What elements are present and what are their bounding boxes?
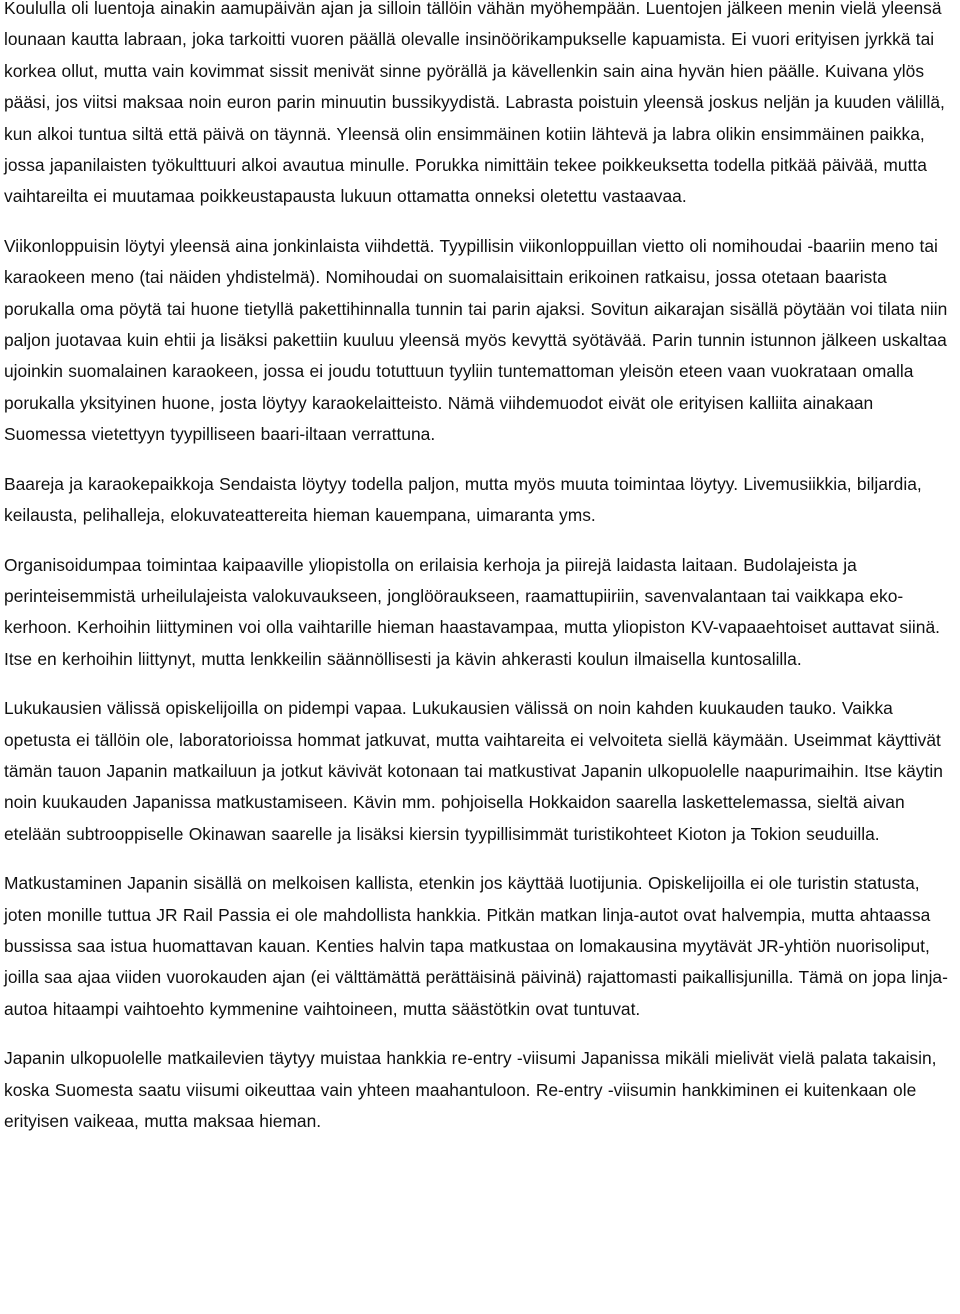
paragraph-re-entry-visa: Japanin ulkopuolelle matkailevien täytyy muistaa hankkia re-entry -viisumi Japanissa mikäli mielivät vielä palata takaisin, koska Suomesta saatu viisumi oikeuttaa vain yhteen maahantuloon. Re-entry -viisumin hankkiminen ei kuitenkaan ole erityisen vaikeaa, mutta maksaa hieman. (4, 1048, 937, 1131)
paragraph-clubs: Organisoidumpaa toimintaa kaipaaville yliopistolla on erilaisia kerhoja ja piirejä laidasta laitaan. Budolajeista ja perinteisemmistä urheilulajeista valokuvaukseen, jonglööraukseen, raamattupiiriin, savenvalantaan tai vaikkapa eko-kerhoon. Kerhoihin liittyminen voi olla vaihtarille hieman haastavampaa, mutta yliopiston KV-vapaaehtoiset auttavat siinä. Itse en kerhoihin liittynyt, mutta lenkkeilin säännöllisesti ja kävin ahkerasti koulun ilmaisella kuntosalilla. (4, 554, 940, 669)
paragraph-lectures-and-lab: Koululla oli luentoja ainakin aamupäivän ajan ja silloin tällöin vähän myöhempään. Luentojen jälkeen menin vielä yleensä lounaan kautta labraan, joka tarkoitti vuoren päällä olevalle insinöörikampukselle kapuamista. Ei vuori erityisen jyrkkä tai korkea ollut, mutta vain kovimmat sissit menivät sinne pyörällä ja kävellenkin sain aina hyvän hien päälle. Kuivana ylös pääsi, jos viitsi maksaa noin euron parin minuutin bussikyydistä. Labrasta poistuin yleensä joskus neljän ja kuuden välillä, kun alkoi tuntua siltä että päivä on täynnä. Yleensä olin ensimmäinen kotiin lähtevä ja labra olikin ensimmäinen paikka, jossa japanilaisten työkulttuuri alkoi avautua minulle. Porukka nimittäin tekee poikkeuksetta todella pitkää päivää, mutta vaihtareilta ei muutamaa poikkeustapausta lukuun ottamatta onneksi oletettu vastaavaa. (4, 0, 945, 207)
paragraph-travel-costs: Matkustaminen Japanin sisällä on melkoisen kallista, etenkin jos käyttää luotijunia. Opiskelijoilla ei ole turistin statusta, joten monille tuttua JR Rail Passia ei ole mahdollista hankkia. Pitkän matkan linja-autot ovat halvempia, mutta ahtaassa bussissa saa istua huomattavan kauan. Kenties halvin tapa matkustaa on lomakausina myytävät JR-yhtiön nuorisoliput, joilla saa ajaa viiden vuorokauden ajan (ei välttämättä perättäisinä päivinä) rajattomasti paikallisjunilla. Tämä on jopa linja-autoa hitaampi vaihtoehto kymmenine vaihtoineen, mutta säästötkin ovat tuntuvat. (4, 873, 948, 1019)
paragraph-semester-break: Lukukausien välissä opiskelijoilla on pidempi vapaa. Lukukausien välissä on noin kahden kuukauden tauko. Vaikka opetusta ei tällöin ole, laboratorioissa hommat jatkuvat, mutta vaihtareita ei velvoiteta siellä käymään. Useimmat käyttivät tämän tauon Japanin matkailuun ja jotkut kävivät kotonaan tai matkustivat Japanin ulkopuolelle naapurimaihin. Itse käytin noin kuukauden Japanissa matkustamiseen. Kävin mm. pohjoisella Hokkaidon saarella laskettelemassa, sieltä aivan etelään subtrooppiselle Okinawan saarelle ja lisäksi kiersin tyypillisimmät turistikohteet Kioton ja Tokion seuduilla. (4, 698, 943, 844)
document-body (4, 0, 956, 1155)
paragraph-weekend-entertainment: Viikonloppuisin löytyi yleensä aina jonkinlaista viihdettä. Tyypillisin viikonloppuillan vietto oli nomihoudai -baariin meno tai karaokeen meno (tai näiden yhdistelmä). Nomihoudai on suomalaisittain erikoinen ratkaisu, jossa otetaan baarista porukalla oma pöytä tai huone tietyllä pakettihinnalla tunnin tai parin ajaksi. Sovitun aikarajan sisällä pöytään voi tilata niin paljon juotavaa kuin ehtii ja lisäksi pakettiin kuuluu yleensä myös kevyttä syötävää. Parin tunnin istunnon jälkeen uskaltaa ujoinkin suomalainen karaokeen, jossa ei joudu totuttuun tyyliin tuntemattoman yleisön eteen vaan vuokrataan omalla porukalla yksityinen huone, josta löytyy karaokelaitteisto. Nämä viihdemuodot eivät ole erityisen kalliita ainakaan Suomessa vietettyyn tyypilliseen baari-iltaan verrattuna. (4, 235, 948, 445)
paragraph-bars-and-activities: Baareja ja karaokepaikkoja Sendaista löytyy todella paljon, mutta myös muuta toimintaa löytyy. Livemusiikkia, biljardia, keilausta, pelihalleja, elokuvateattereita hieman kauempana, uimaranta yms. (4, 473, 922, 526)
